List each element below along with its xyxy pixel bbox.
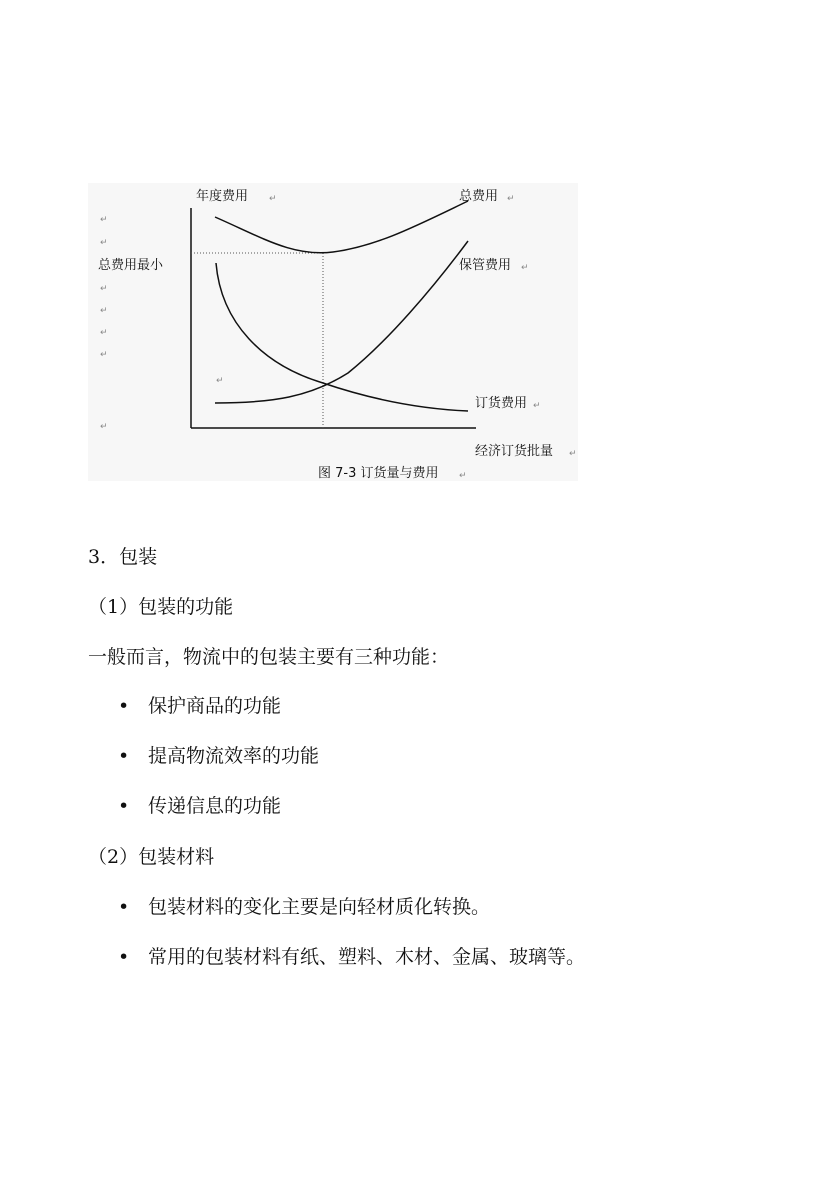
bullet-icon: • (118, 896, 130, 918)
cost-figure (88, 183, 578, 481)
subsection-heading-functions: （1）包装的功能 (88, 596, 234, 618)
list-item (118, 945, 585, 969)
bullet-icon: • (118, 745, 130, 767)
return-mark: ↵ (100, 306, 108, 316)
figure-caption: 图 7-3 订货量与费用 (318, 466, 439, 481)
intro-paragraph: 一般而言，物流中的包装主要有三种功能： (88, 646, 450, 668)
return-mark: ↵ (521, 263, 529, 273)
holding-cost-label: 保管费用 (459, 258, 512, 273)
y-axis-label: 年度费用 (196, 189, 249, 204)
return-mark: ↵ (100, 238, 108, 248)
list-item-text: 提高物流效率的功能 (148, 745, 320, 767)
ordering-cost-label: 订货费用 (475, 396, 528, 411)
bullet-icon: • (118, 946, 130, 968)
total-cost-curve (215, 201, 468, 253)
subsection-heading-materials: （2）包装材料 (88, 846, 215, 868)
total-cost-label: 总费用 (459, 189, 499, 204)
cost-chart (88, 183, 578, 481)
bullet-icon: • (118, 795, 130, 817)
x-axis-label: 经济订货批量 (475, 444, 554, 459)
section-heading: 3．包装 (88, 546, 158, 568)
bullet-icon: • (118, 695, 130, 717)
return-mark: ↵ (100, 422, 108, 432)
list-item (118, 794, 281, 818)
return-mark: ↵ (507, 194, 515, 204)
return-mark: ↵ (100, 350, 108, 360)
list-item (118, 744, 319, 768)
return-mark: ↵ (100, 215, 108, 225)
return-mark: ↵ (100, 284, 108, 294)
list-item (118, 694, 281, 718)
list-item-text: 保护商品的功能 (148, 695, 282, 717)
return-mark: ↵ (216, 376, 224, 386)
return-mark: ↵ (533, 401, 541, 411)
return-mark: ↵ (569, 449, 577, 459)
min-cost-label: 总费用最小 (98, 258, 164, 273)
return-mark: ↵ (269, 194, 277, 204)
return-mark: ↵ (100, 328, 108, 338)
list-item (118, 895, 490, 919)
ordering-cost-curve (216, 263, 468, 411)
return-mark: ↵ (459, 471, 467, 481)
list-item-text: 常用的包装材料有纸、塑料、木材、金属、玻璃等。 (148, 946, 586, 968)
list-item-text: 包装材料的变化主要是向轻材质化转换。 (148, 896, 491, 918)
holding-cost-curve (215, 241, 468, 403)
list-item-text: 传递信息的功能 (148, 795, 282, 817)
